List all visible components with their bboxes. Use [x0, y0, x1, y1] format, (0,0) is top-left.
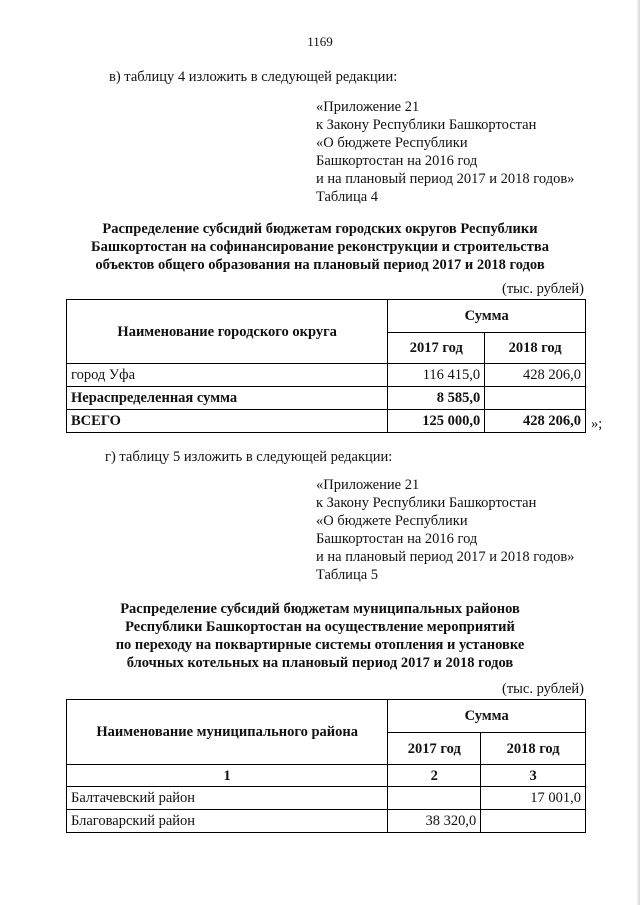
row-name: Благоварский район: [67, 810, 388, 833]
col-header-sum: Сумма: [388, 700, 586, 733]
heading-line: блочных котельных на плановый период 2017 и 2018 годов: [126, 655, 514, 671]
col-header-name: Наименование городского округа: [67, 300, 388, 364]
row-2017: 8 585,0: [388, 387, 485, 410]
index-cell: 2: [388, 765, 481, 787]
section-v-heading: [60, 220, 580, 274]
table-row: [67, 364, 586, 387]
col-header-2018: 2018 год: [481, 733, 586, 765]
table-row: [67, 387, 586, 410]
row-name: город Уфа: [67, 364, 388, 387]
appendix-line: и на плановый период 2017 и 2018 годов»: [316, 171, 575, 187]
closing-quote: »;: [591, 416, 603, 432]
row-2018: [481, 810, 586, 833]
table-5: [66, 699, 586, 833]
col-header-2017: 2017 год: [388, 733, 481, 765]
appendix-line: и на плановый период 2017 и 2018 годов»: [316, 549, 575, 565]
appendix-line: «Приложение 21: [316, 99, 420, 115]
section-g-intro: г) таблицу 5 изложить в следующей редакции:: [105, 449, 393, 465]
row-2018: 428 206,0: [485, 364, 586, 387]
section-v-unit: (тыс. рублей): [502, 281, 584, 297]
appendix-line: Башкортостан на 2016 год: [316, 153, 478, 169]
page-number: 1169: [307, 34, 333, 49]
section-g-unit: (тыс. рублей): [502, 681, 584, 697]
appendix-line: «О бюджете Республики: [316, 135, 468, 151]
page-edge-shadow: [636, 0, 640, 905]
row-name: ВСЕГО: [67, 410, 388, 433]
row-2018: 428 206,0: [485, 410, 586, 433]
appendix-line: «Приложение 21: [316, 477, 420, 493]
row-name: Балтачевский район: [67, 787, 388, 810]
section-g-appendix: [316, 476, 574, 584]
heading-line: Башкортостан на софинансирование реконструкции и строительства: [91, 239, 549, 255]
index-cell: 3: [481, 765, 586, 787]
section-v-appendix: [316, 98, 574, 206]
appendix-table-label: Таблица 4: [316, 189, 379, 205]
heading-line: по переходу на поквартирные системы отопления и установке: [115, 637, 525, 653]
table-row: [67, 810, 586, 833]
table-row: [67, 787, 586, 810]
heading-line: Распределение субсидий бюджетам муниципальных районов: [120, 601, 520, 617]
row-name: Нераспределенная сумма: [67, 387, 388, 410]
appendix-line: «О бюджете Республики: [316, 513, 468, 529]
col-header-name: Наименование муниципального района: [67, 700, 388, 765]
row-2017: 38 320,0: [388, 810, 481, 833]
heading-line: Распределение субсидий бюджетам городских округов Республики: [102, 221, 538, 237]
row-2018: 17 001,0: [481, 787, 586, 810]
col-header-sum: Сумма: [388, 300, 586, 333]
row-2017: [388, 787, 481, 810]
table-4: [66, 299, 586, 433]
col-header-2017: 2017 год: [388, 333, 485, 364]
index-row: [67, 765, 586, 787]
index-cell: 1: [67, 765, 388, 787]
section-g-heading: [60, 600, 580, 672]
col-header-2018: 2018 год: [485, 333, 586, 364]
appendix-line: к Закону Республики Башкортостан: [316, 117, 537, 133]
row-2018: [485, 387, 586, 410]
row-2017: 116 415,0: [388, 364, 485, 387]
appendix-table-label: Таблица 5: [316, 567, 379, 583]
heading-line: Республики Башкортостан на осуществление мероприятий: [125, 619, 515, 635]
appendix-line: к Закону Республики Башкортостан: [316, 495, 537, 511]
appendix-line: Башкортостан на 2016 год: [316, 531, 478, 547]
section-v-intro: в) таблицу 4 изложить в следующей редакции:: [109, 69, 398, 85]
row-2017: 125 000,0: [388, 410, 485, 433]
heading-line: объектов общего образования на плановый период 2017 и 2018 годов: [95, 257, 545, 273]
table-row-total: [67, 410, 586, 433]
